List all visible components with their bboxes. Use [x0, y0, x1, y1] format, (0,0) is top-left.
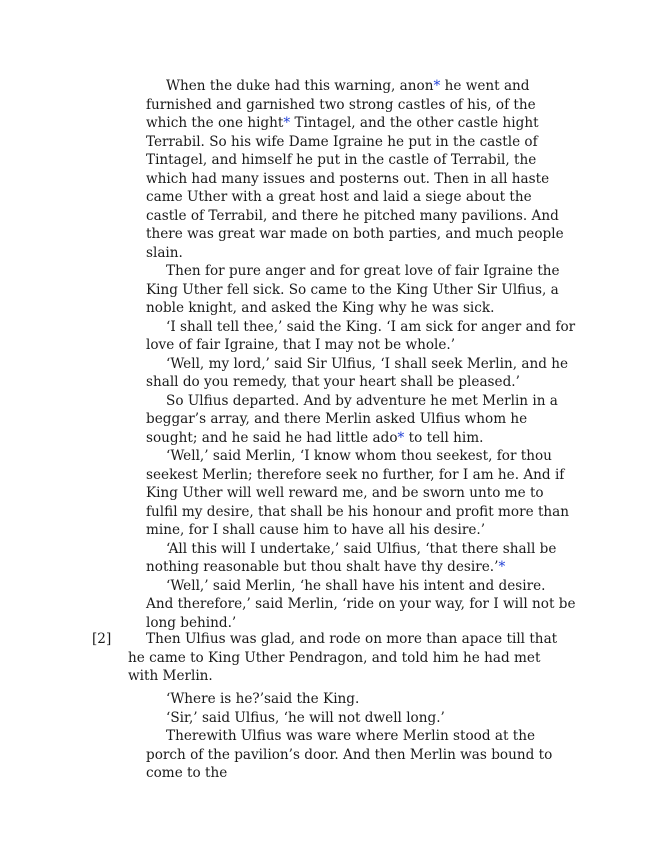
- footnote-marker[interactable]: *: [498, 559, 506, 575]
- paragraph: [146, 77, 576, 262]
- text-block-top: [146, 77, 576, 632]
- footnote-marker[interactable]: *: [433, 78, 441, 94]
- paragraph-text: ‘Well, my lord,’ said Sir Ulfius, ‘I shall seek Merlin, and he shall do you remedy, that your heart shall be pleased.’: [146, 355, 569, 390]
- paragraph-text: ‘All this will I undertake,’ said Ulfius, ‘that there shall be nothing reasonable but thou shalt have thy desire.’: [146, 540, 557, 575]
- paragraph-text: to tell him.: [404, 429, 484, 446]
- paragraph: [146, 318, 576, 355]
- paragraph-text: ‘Well,’ said Merlin, ‘I know whom thou seekest, for thou seekest Merlin; therefore seek no further, for I am he. And if King Uther will well reward me, and be sworn unto me to fulfil my desire, that shall be his honour and profit more than mine, for I shall cause him to have all his desire.’: [146, 448, 570, 538]
- paragraph-text: So Ulfius departed. And by adventure he met Merlin in a beggar’s array, and there Merlin asked Ulfius whom he sought; and he said he had little ado: [146, 392, 558, 446]
- paragraph: ‘Sir,’ said Ulfius, ‘he will not dwell long.’: [166, 709, 445, 726]
- footnote-marker[interactable]: *: [283, 115, 291, 131]
- paragraph: [146, 540, 576, 577]
- section-2: [92, 630, 576, 686]
- paragraph-text: Tintagel, and the other castle hight Terrabil. So his wife Dame Igraine he put in the castle of Tintagel, and himself he put in the castle of Terrabil, the which had many issues and posterns out. Then in all haste came Uther with a great host and laid a siege about the castle of Terrabil, and there he pitched many pavilions. And there was great war made on both parties, and much people slain.: [146, 115, 564, 261]
- paragraph: [146, 392, 576, 448]
- paragraph-text: ‘I shall tell thee,’ said the King. ‘I am sick for anger and for love of fair Igraine, that I may not be whole.’: [146, 318, 576, 353]
- section-marker: [2]: [92, 631, 112, 647]
- paragraph: [146, 447, 576, 540]
- paragraph-text: ‘Well,’ said Merlin, ‘he shall have his intent and desire. And therefore,’ said Merlin, ‘ride on your way, for I will not be long behind.’: [146, 577, 576, 631]
- paragraph: [146, 577, 576, 633]
- text-block-bottom: [146, 690, 576, 783]
- section-paragraph: Then Ulfius was glad, and rode on more than apace till that he came to King Uther Pendragon, and told him he had met with Merlin.: [128, 631, 558, 684]
- paragraph: Therewith Ulfius was ware where Merlin stood at the porch of the pavilion’s door. And then Merlin was bound to come to the: [146, 728, 553, 781]
- paragraph: [146, 262, 576, 318]
- paragraph-text: When the duke had this warning, anon: [166, 78, 434, 94]
- paragraph-text: he went and furnished and garnished two strong castles of his, of the which the one hight: [146, 78, 536, 131]
- paragraph: [146, 355, 576, 392]
- footnote-marker[interactable]: *: [397, 429, 405, 446]
- paragraph: ‘Where is he?’said the King.: [166, 691, 360, 707]
- paragraph-text: Then for pure anger and for great love of fair Igraine the King Uther fell sick. So came to the King Uther Sir Ulfius, a noble knight, and asked the King why he was sick.: [146, 263, 560, 316]
